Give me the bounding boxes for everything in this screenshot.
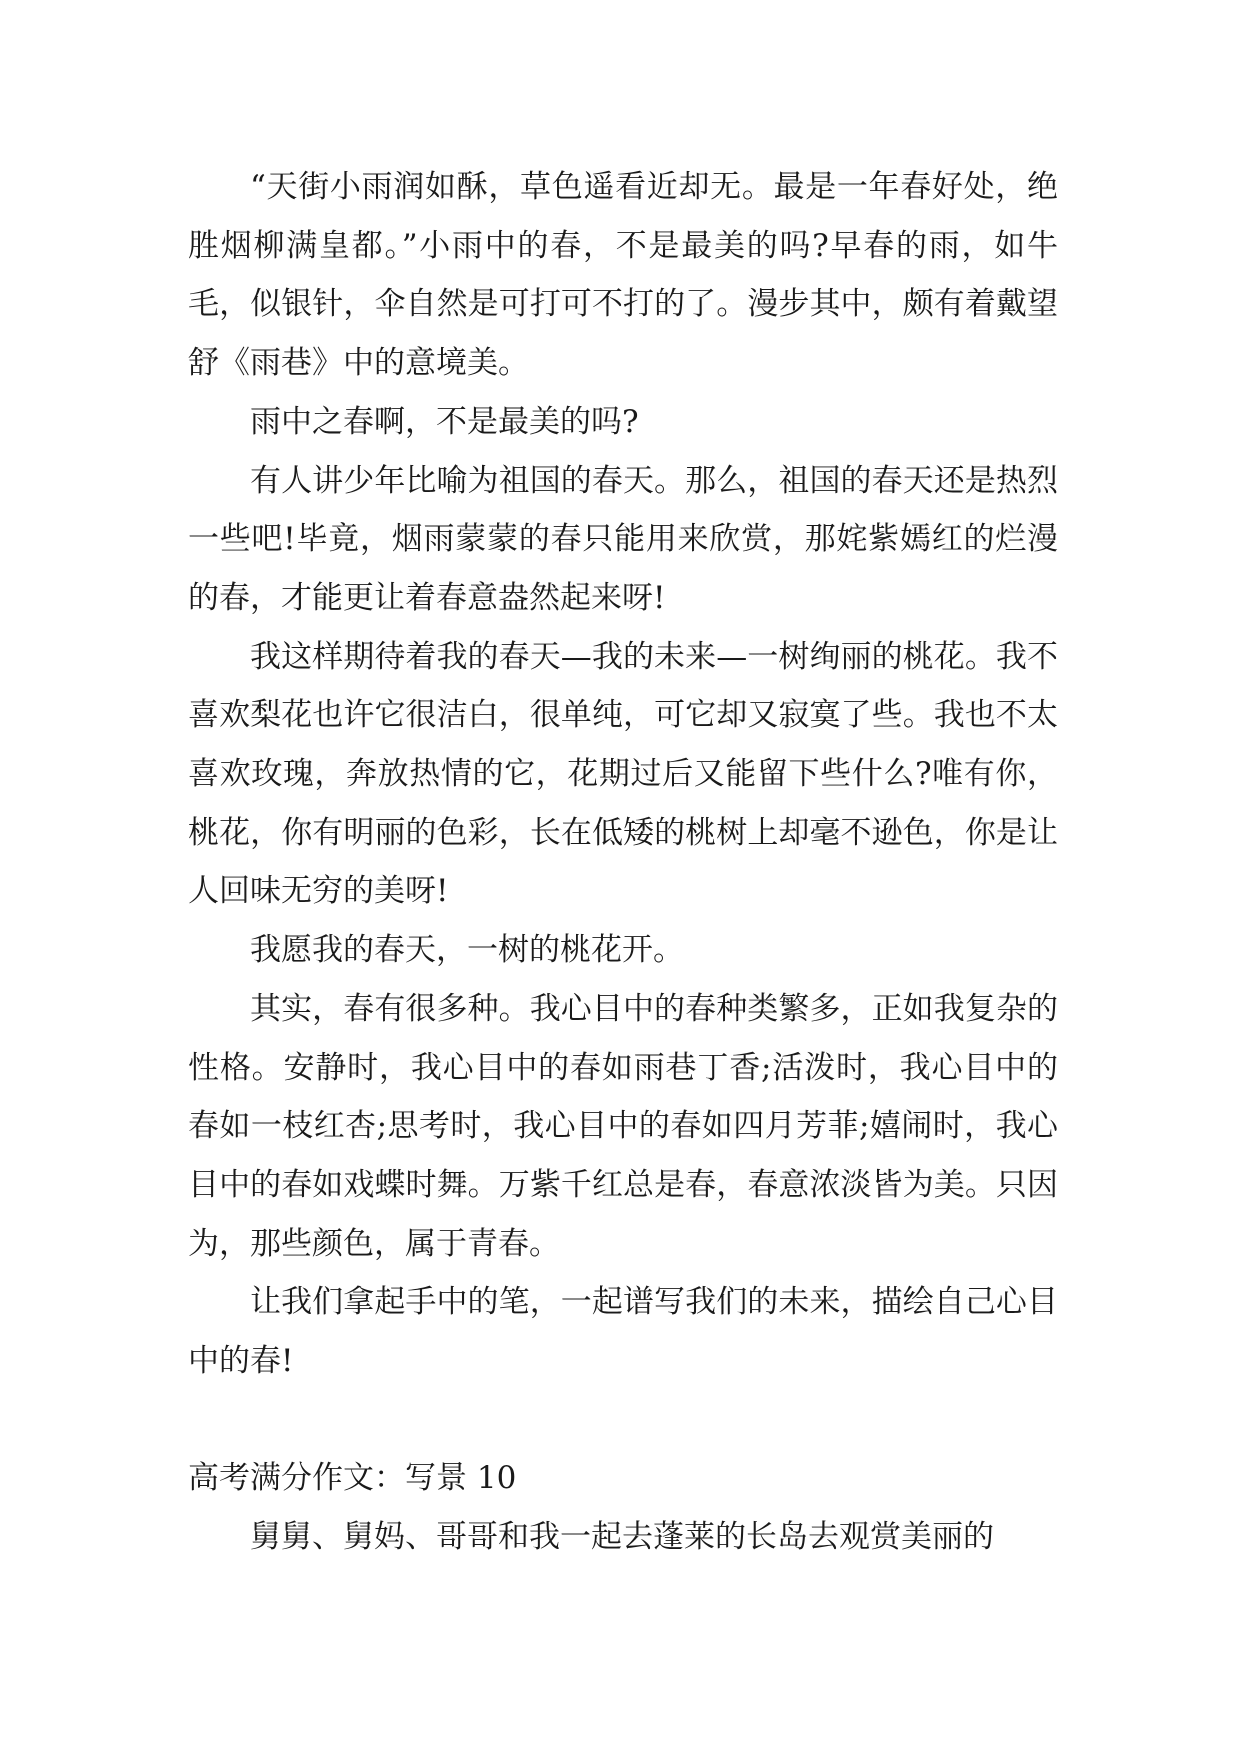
paragraph-rain-poem: “天街小雨润如酥，草色遥看近却无。最是一年春好处，绝胜烟柳满皇都。”小雨中的春，不是最美的吗?早春的雨，如牛毛，似银针，伞自然是可打可不打的了。漫步其中，颇有着戴望舒《雨巷》中的意境美。 [188,169,1058,382]
paragraph-many-springs: 其实，春有很多种。我心目中的春种类繁多，正如我复杂的性格。安静时，我心目中的春如雨巷丁香;活泼时，我心目中的春如一枝红杏;思考时，我心目中的春如四月芳菲;嬉闹时，我心目中的春如戏蝶时舞。万紫千红总是春，春意浓淡皆为美。只因为，那些颜色，属于青春。 [188,990,1058,1262]
paragraph-trip-intro: 舅舅、舅妈、哥哥和我一起去蓬莱的长岛去观赏美丽的 [250,1519,994,1556]
paragraph-wish: 我愿我的春天，一树的桃花开。 [250,932,684,969]
paragraph-conclusion: 让我们拿起手中的笔，一起谱写我们的未来，描绘自己心目中的春! [188,1284,1058,1380]
blank-line [188,1391,1058,1450]
paragraph-peach-blossom: 我这样期待着我的春天—我的未来—一树绚丽的桃花。我不喜欢梨花也许它很洁白，很单纯，可它却又寂寞了些。我也不太喜欢玫瑰，奔放热情的它，花期过后又能留下些什么?唯有你，桃花，你有明丽的色彩，长在低矮的桃树上却毫不逊色，你是让人回味无穷的美呀! [188,638,1058,910]
document-body [188,158,1058,1567]
section-heading: 高考满分作文：写景 10 [188,1460,517,1497]
paragraph-youth-spring: 有人讲少年比喻为祖国的春天。那么，祖国的春天还是热烈一些吧!毕竟，烟雨蒙蒙的春只能用来欣赏，那姹紫嫣红的烂漫的春，才能更让着春意盎然起来呀! [188,462,1058,616]
paragraph-rain-spring: 雨中之春啊，不是最美的吗? [250,403,639,440]
